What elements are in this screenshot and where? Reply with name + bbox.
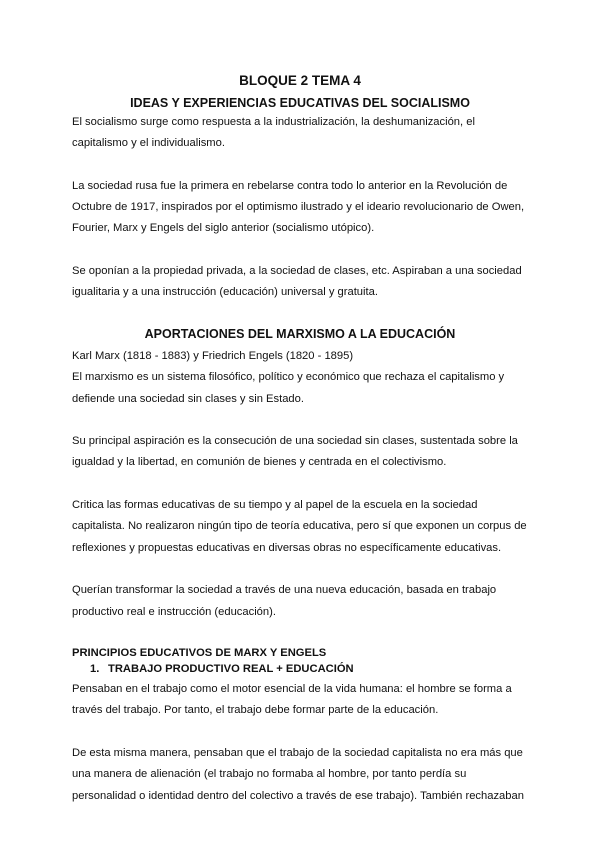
section1-paragraph-1: El marxismo es un sistema filosófico, político y económico que rechaza el capitalismo y defiende una sociedad sin clases y sin Estado. <box>72 371 505 405</box>
section2-paragraph-2: De esta misma manera, pensaban que el trabajo de la sociedad capitalista no era más que una manera de alienación (el trabajo no formaba al hombre, por tanto perdía su personalidad o identidad dentro del colectivo a través de ese trabajo). También rechazaban <box>72 747 524 802</box>
intro-paragraph-3: Se oponían a la propiedad privada, a la sociedad de clases, etc. Aspiraban a una sociedad igualitaria y a una instrucción (educación) universal y gratuita. <box>72 265 522 299</box>
document-subtitle: IDEAS Y EXPERIENCIAS EDUCATIVAS DEL SOCIALISMO <box>130 96 470 110</box>
section-heading-marxismo: APORTACIONES DEL MARXISMO A LA EDUCACIÓN <box>144 326 456 341</box>
section1-paragraph-2: Su principal aspiración es la consecución de una sociedad sin clases, sustentada sobre la igualdad y la libertad, en comunión de bienes y centrada en el colectivismo. <box>72 435 518 469</box>
section1-paragraph-4: Querían transformar la sociedad a través de una nueva educación, basada en trabajo productivo real e instrucción (educación). <box>72 584 497 618</box>
section-heading-principios: PRINCIPIOS EDUCATIVOS DE MARX Y ENGELS <box>72 647 327 660</box>
intro-paragraph-2: La sociedad rusa fue la primera en rebelarse contra todo lo anterior en la Revolución de Octubre de 1917, inspirados por el optimismo ilustrado y el ideario revolucionario de Owen, Fourier, Marx y Engels del siglo anterior (socialismo utópico). <box>72 179 525 235</box>
authors-line: Karl Marx (1818 - 1883) y Friedrich Engels (1820 - 1895) <box>72 349 354 362</box>
intro-paragraph-1: El socialismo surge como respuesta a la industrialización, la deshumanización, el capitalismo y el individualismo. <box>72 116 475 150</box>
section2-paragraph-1: Pensaban en el trabajo como el motor esencial de la vida humana: el hombre se forma a través del trabajo. Por tanto, el trabajo debe formar parte de la educación. <box>72 683 512 717</box>
document-title: BLOQUE 2 TEMA 4 <box>239 73 361 88</box>
numbered-heading <box>72 662 528 676</box>
document-page <box>72 72 528 807</box>
section1-paragraph-3: Critica las formas educativas de su tiempo y al papel de la escuela en la sociedad capitalista. No realizaron ningún tipo de teoría educativa, pero sí que exponen un corpus de reflexiones y propuestas educativas en diversas obras no específicamente educativas. <box>72 499 527 554</box>
item-number: 1. <box>90 663 100 676</box>
item-title: TRABAJO PRODUCTIVO REAL + EDUCACIÓN <box>108 663 354 676</box>
